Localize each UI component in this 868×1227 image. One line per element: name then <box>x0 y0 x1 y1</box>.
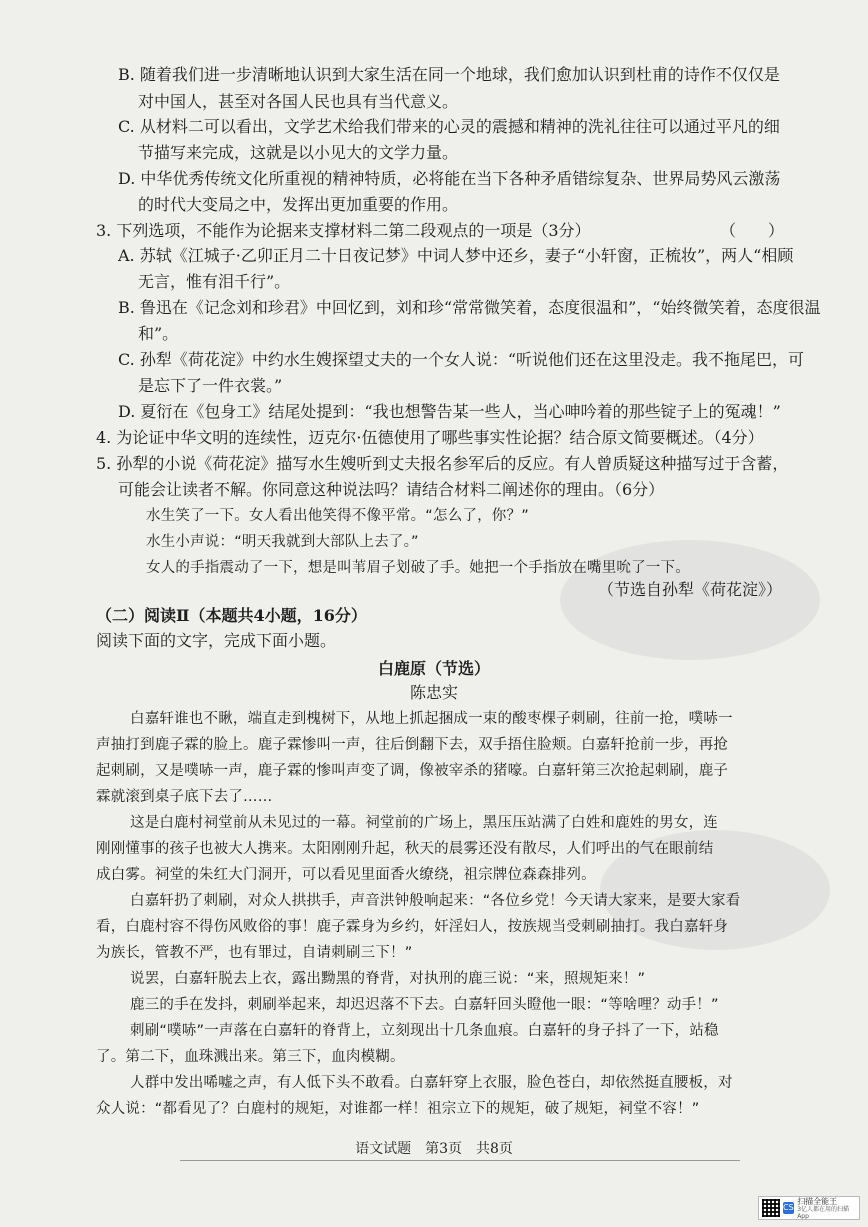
question-4: 4. 为论证中华文明的连续性，迈克尔·伍德使用了哪些事实性论据？结合原文简要概述。（4分） <box>96 428 764 447</box>
answer-paren: （ ） <box>720 221 785 240</box>
page-footer: 语文试题 第3页 共8页 <box>355 1141 513 1157</box>
passage-title: 白鹿原（节选） <box>377 659 490 678</box>
q3-option-b-line2: 和”。 <box>138 324 179 343</box>
q3-option-a-line1: A. 苏轼《江城子·乙卯正月二十日夜记梦》中词人梦中还乡，妻子“小轩窗，正梳妆”，两人“相顾 <box>118 246 794 265</box>
passage-line: 人群中发出唏嘘之声，有人低下头不敢看。白嘉轩穿上衣服，脸色苍白，却依然挺直腰板，对 <box>130 1075 733 1091</box>
passage-line: 白嘉轩谁也不瞅，端直走到槐树下，从地上抓起捆成一束的酸枣棵子刺刷，往前一抢，噗哧一 <box>130 711 733 727</box>
footer-rule <box>180 1160 740 1161</box>
passage-line: 这是白鹿村祠堂前从未见过的一幕。祠堂前的广场上，黑压压站满了白姓和鹿姓的男女，连 <box>130 815 718 831</box>
option-b-line1: B. 随着我们进一步清晰地认识到大家生活在同一个地球，我们愈加认识到杜甫的诗作不仅仅是 <box>118 65 780 84</box>
excerpt-line2: 水生小声说：“明天我就到大部队上去了。” <box>146 534 419 550</box>
option-b-line2: 对中国人，甚至对各国人民也具有当代意义。 <box>138 92 459 111</box>
option-c-line2: 节描写来完成，这就是以小见大的文学力量。 <box>138 143 459 162</box>
q3-option-b-line1: B. 鲁迅在《记念刘和珍君》中回忆到，刘和珍“常常微笑着，态度很温和”，“始终微笑着，态度很温 <box>118 298 821 317</box>
option-d-line1: D. 中华优秀传统文化所重视的精神特质，必将能在当下各种矛盾错综复杂、世界局势风云激荡 <box>118 169 781 188</box>
passage-line: 声抽打到鹿子霖的脸上。鹿子霖惨叫一声，往后倒翻下去，双手捂住脸颊。白嘉轩抢前一步，再抢 <box>96 737 729 753</box>
passage-line: 看，白鹿村容不得伤风败俗的事！鹿子霖身为乡约，奸淫妇人，按族规当受刺刷抽打。我白嘉轩身 <box>96 919 729 935</box>
section-intro: 阅读下面的文字，完成下面小题。 <box>96 631 337 650</box>
passage-line: 刺刷“噗哧”一声落在白嘉轩的脊背上，立刻现出十几条血痕。白嘉轩的身子抖了一下，站稳 <box>130 1023 719 1039</box>
passage-line: 众人说：“都看见了？白鹿村的规矩，对谁都一样！祖宗立下的规矩，破了规矩，祠堂不容！” <box>96 1101 700 1117</box>
scanner-app-tagline: 3亿人都在用的扫描App <box>797 1205 850 1220</box>
q3-option-c-line1: C. 孙犁《荷花淀》中约水生嫂探望丈夫的一个女人说：“听说他们还在这里没走。我不拖尾巴，可 <box>118 350 805 369</box>
scanner-app-name: 扫描全能王 <box>797 1196 838 1206</box>
question-3: 3. 下列选项，不能作为论据来支撑材料二第二段观点的一项是（3分） <box>96 221 591 240</box>
excerpt-line1: 水生笑了一下。女人看出他笑得不像平常。“怎么了，你？” <box>146 508 529 524</box>
passage-line: 刚刚懂事的孩子也被大人携来。太阳刚刚升起，秋天的晨雾还没有散尽，人们呼出的气在眼前结 <box>96 841 714 857</box>
q3-option-c-line2: 是忘下了一件衣裳。” <box>138 376 283 395</box>
passage-line: 说罢，白嘉轩脱去上衣，露出黝黑的脊背，对执刑的鹿三说：“来，照规矩来！” <box>130 971 646 987</box>
scanner-logo-icon: CS <box>783 1203 794 1212</box>
passage-line: 白嘉轩扔了刺刷，对众人拱拱手，声音洪钟般响起来：“各位乡党！今天请大家来，是要大家看 <box>130 893 741 909</box>
passage-line: 起刺刷，又是噗哧一声，鹿子霖的惨叫声变了调，像被宰杀的猪嚎。白嘉轩第三次抢起刺刷，鹿子 <box>96 763 729 779</box>
section-heading: （二）阅读Ⅱ（本题共4小题，16分） <box>96 606 367 625</box>
passage-author: 陈忠实 <box>409 683 458 702</box>
scanner-watermark <box>758 1196 860 1220</box>
excerpt-line3: 女人的手指震动了一下，想是叫苇眉子划破了手。她把一个手指放在嘴里吮了一下。 <box>146 560 690 576</box>
question-5-line1: 5. 孙犁的小说《荷花淀》描写水生嫂听到丈夫报名参军后的反应。有人曾质疑这种描写过于含蓄， <box>96 454 789 473</box>
excerpt-source: （节选自孙犁《荷花淀》） <box>598 580 783 599</box>
q3-option-d: D. 夏衍在《包身工》结尾处提到：“我也想警告某一些人，当心呻吟着的那些锭子上的冤魂！” <box>118 402 781 421</box>
option-d-line2: 的时代大变局之中，发挥出更加重要的作用。 <box>138 195 459 214</box>
passage-line: 成白雾。祠堂的朱红大门洞开，可以看见里面香火缭绕，祖宗牌位森森排列。 <box>96 867 596 883</box>
passage-line: 霖就滚到桌子底下去了…… <box>96 789 273 805</box>
passage-line: 为族长，管教不严，也有罪过，自请刺刷三下！” <box>96 945 413 961</box>
q3-option-a-line2: 无言，惟有泪千行”。 <box>138 272 291 291</box>
question-5-line2: 可能会让读者不解。你同意这种说法吗？请结合材料二阐述你的理由。（6分） <box>118 480 665 499</box>
passage-line: 了。第二下，血珠溅出来。第三下，血肉模糊。 <box>96 1049 405 1065</box>
option-c-line1: C. 从材料二可以看出，文学艺术给我们带来的心灵的震撼和精神的洗礼往往可以通过平凡的细 <box>118 117 780 136</box>
qr-code-icon <box>762 1199 780 1217</box>
passage-line: 鹿三的手在发抖，刺刷举起来，却迟迟落不下去。白嘉轩回头瞪他一眼：“等啥哩？动手！” <box>130 997 719 1013</box>
